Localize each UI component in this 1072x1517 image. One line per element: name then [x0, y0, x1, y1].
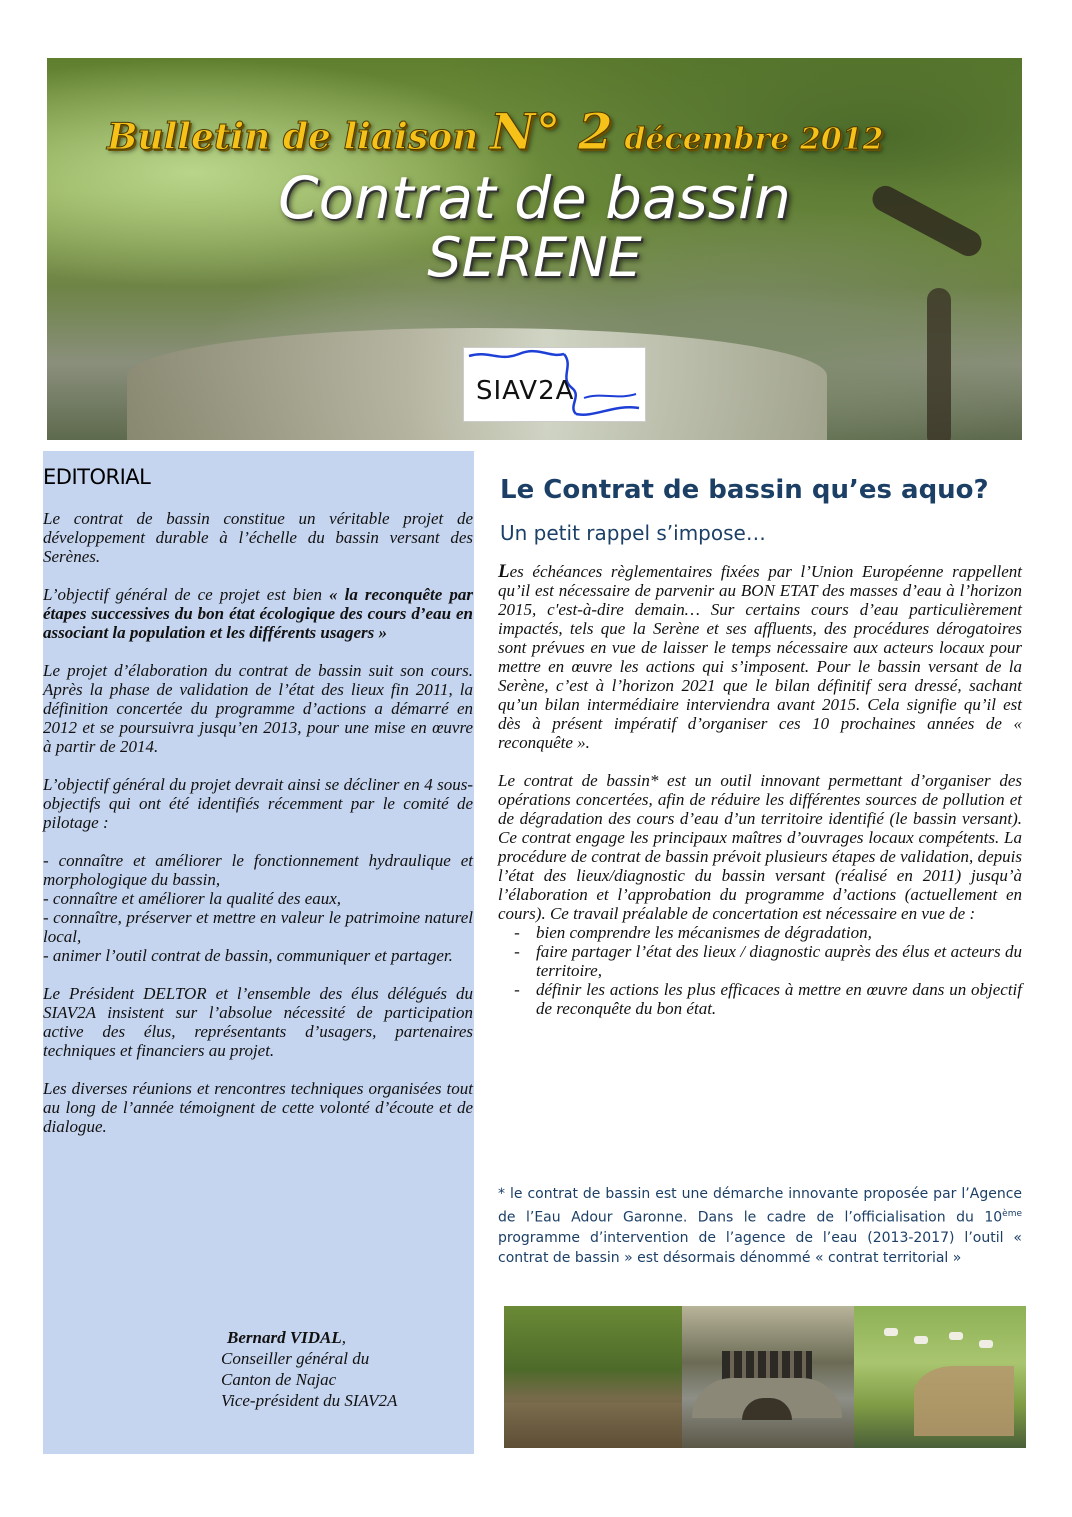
logo-text: SIAV2A	[476, 376, 575, 406]
editorial-paragraph	[43, 585, 473, 642]
list-item: - connaître et améliorer la qualité des eaux,	[43, 889, 342, 908]
bulletin-title	[107, 102, 883, 161]
cattle	[949, 1332, 963, 1340]
editorial-paragraph: Les diverses réunions et rencontres techniques organisées tout au long de l’année témoignent de cette volonté d’écoute et de dialogue.	[43, 1079, 473, 1136]
issue-date: décembre 2012	[624, 122, 884, 157]
tree-trunk	[927, 288, 951, 440]
signature-line: Vice-président du SIAV2A	[221, 1391, 398, 1410]
list-item: - animer l’outil contrat de bassin, communiquer et partager.	[43, 946, 453, 965]
editorial-heading: EDITORIAL	[43, 465, 151, 489]
list-item: - connaître, préserver et mettre en valeur le patrimoine naturel local,	[43, 908, 473, 946]
signature-block	[221, 1327, 397, 1411]
editorial-panel	[43, 451, 474, 1454]
objectives-list	[43, 851, 473, 965]
main-subtitle: SERENE	[427, 226, 642, 289]
article-text: es échéances règlementaires fixées par l’Union Européenne rappellent qu’il est nécessaire de parvenir au BON ETAT des masses d’eau à l’horizon 2015, c'est-à-dire demain… Sur certains cours d’eau particulièrement impactés, tels que la Serène et ses affluents, des procédures dérogatoires sont prévues en vue de laisser le temps nécessaire aux acteurs locaux pour mettre en œuvre les actions qui s’imposent. Pour le bassin versant de la Serène, c’est à l’horizon 2021 que le bilan définitif sera dressé, sachant qu’un bilan intermédiaire interviendra avant 2015. Cela signifie qu’il est dès à présent impératif d’organiser ces 10 prochaines années de « reconquête ».	[498, 562, 1022, 752]
bulletin-label: Bulletin de liaison	[107, 116, 479, 158]
footnote-superscript: ème	[1002, 1209, 1022, 1219]
article-bullet-list	[498, 923, 1022, 1018]
drop-cap: L	[498, 561, 510, 582]
article-body	[498, 562, 1022, 1037]
bullet-text: définir les actions les plus efficaces à mettre en œuvre dans un objectif de reconquête du bon état.	[536, 980, 1022, 1018]
list-item	[498, 923, 1022, 942]
list-item	[498, 942, 1022, 980]
signature-line: Canton de Najac	[221, 1370, 337, 1389]
editorial-paragraph: Le projet d’élaboration du contrat de bassin suit son cours. Après la phase de validation de l’état des lieux fin 2011, la définition concertée du programme d’actions a démarré en 2012 et se poursuivra jusqu’en 2013, pour une mise en œuvre à partir de 2014.	[43, 661, 473, 756]
article-title: Le Contrat de bassin qu’es aquo?	[500, 475, 989, 505]
siav2a-logo	[463, 347, 646, 422]
article-paragraph: Le contrat de bassin* est un outil innovant permettant d’organiser des opérations concertées, afin de réduire les différentes sources de pollution et de dégradation des cours d’eau d’un territoire identifié (le bassin versant). Ce contrat engage les principaux maîtres d’ouvrages locaux compétents. La procédure de contrat de bassin prévoit plusieurs étapes de validation, depuis l’état des lieux/diagnostic du bassin versant (réalisé en 2011) jusqu’à l’élaboration et l’approbation du programme d’actions (actuellement en cours). Ce travail préalable de concertation est nécessaire en vue de :	[498, 771, 1022, 923]
editorial-body	[43, 509, 473, 1155]
signature-name: Bernard VIDAL	[227, 1328, 342, 1347]
water-area	[504, 1403, 682, 1448]
signature-line: Conseiller général du	[221, 1349, 370, 1368]
list-item	[498, 980, 1022, 1018]
bullet-text: faire partager l’état des lieux / diagnostic auprès des élus et acteurs du territoire,	[536, 942, 1022, 980]
cattle	[914, 1336, 928, 1344]
group-of-people	[722, 1351, 812, 1381]
signature-comma: ,	[341, 1328, 347, 1347]
article-subtitle: Un petit rappel s’impose…	[500, 521, 766, 545]
bullet-dash: -	[514, 980, 520, 999]
bullet-text: bien comprendre les mécanismes de dégradation,	[536, 923, 872, 942]
article-paragraph	[498, 562, 1022, 752]
footnote-text: programme d’intervention de l’agence de l’eau (2013-2017) l’outil « contrat de bassin » est désormais dénommé « contrat territorial »	[498, 1229, 1022, 1266]
cattle	[884, 1328, 898, 1336]
main-title: Contrat de bassin	[278, 164, 791, 232]
editorial-paragraph: Le contrat de bassin constitue un véritable projet de développement durable à l’échelle du bassin versant des Serènes.	[43, 509, 473, 566]
eroded-bank	[914, 1366, 1014, 1436]
editorial-bold-quote: « la reconquête par étapes successives du bon état écologique des cours d’eau en associant la population et les différents usagers »	[43, 585, 473, 642]
issue-number: N° 2	[489, 102, 613, 161]
header-banner	[47, 58, 1022, 440]
pasture-photo	[854, 1306, 1026, 1448]
footnote-text: * le contrat de bassin est une démarche innovante proposée par l’Agence de l’Eau Adour Garonne. Dans le cadre de l’officialisation du 10	[498, 1186, 1022, 1226]
photo-strip	[504, 1306, 1026, 1448]
editorial-text: L’objectif général de ce projet est bien	[43, 585, 330, 604]
list-item: - connaître et améliorer le fonctionnement hydraulique et morphologique du bassin,	[43, 851, 473, 889]
bullet-dash: -	[514, 923, 520, 942]
bridge-photo	[682, 1306, 854, 1448]
river-photo	[504, 1306, 682, 1448]
footnote	[498, 1184, 1022, 1268]
bullet-dash: -	[514, 942, 520, 961]
cattle	[979, 1340, 993, 1348]
editorial-paragraph: Le Président DELTOR et l’ensemble des élus délégués du SIAV2A insistent sur l’absolue nécessité de participation active des élus, représentants d’usagers, partenaires techniques et financiers au projet.	[43, 984, 473, 1060]
editorial-paragraph: L’objectif général du projet devrait ainsi se décliner en 4 sous-objectifs qui ont été identifiés récemment par le comité de pilotage :	[43, 775, 473, 832]
